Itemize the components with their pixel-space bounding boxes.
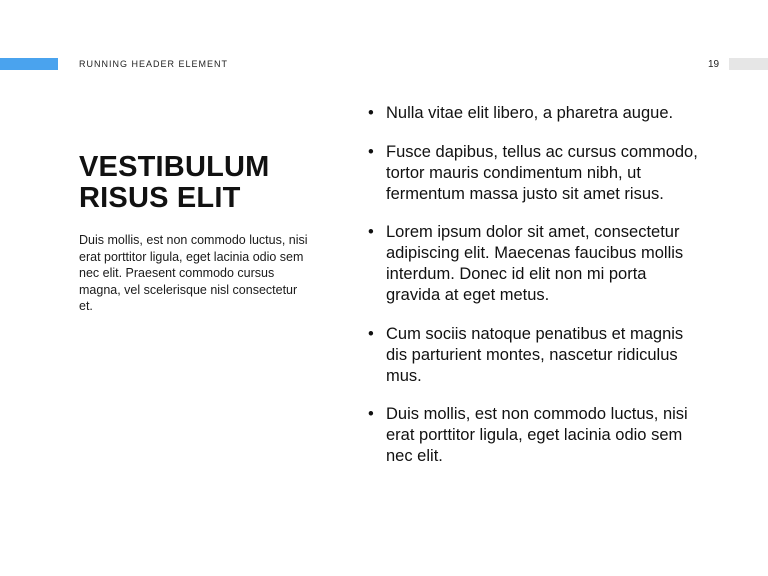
header-accent-bar	[0, 58, 58, 70]
bullet-marker: •	[368, 405, 374, 423]
bullet-item	[368, 324, 698, 387]
bullet-marker: •	[368, 142, 374, 161]
bullet-marker: •	[368, 223, 374, 241]
section-title: VESTIBULUM RISUS ELIT	[79, 151, 270, 214]
bullet-text: Nulla vitae elit libero, a pharetra augue.	[386, 104, 674, 122]
bullet-item	[368, 222, 698, 306]
bullet-text: Cum sociis natoque penatibus et magnis dis parturient montes, nascetur ridiculus mus.	[386, 324, 684, 385]
bullet-marker: •	[368, 324, 374, 343]
page-number: 19	[708, 59, 720, 70]
bullet-item	[368, 142, 698, 205]
bullet-text: Lorem ipsum dolor sit amet, consectetur adipiscing elit. Maecenas faucibus mollis interdum. Donec id elit non mi porta gravida at eget metus.	[386, 223, 684, 304]
bullet-marker: •	[368, 104, 374, 122]
page-number-tab	[729, 58, 768, 70]
bullet-item	[368, 404, 698, 467]
bullet-item	[368, 103, 698, 124]
bullet-text: Fusce dapibus, tellus ac cursus commodo, tortor mauris condimentum nibh, ut fermentum massa justo sit amet risus.	[386, 142, 698, 203]
intro-paragraph: Duis mollis, est non commodo luctus, nisi erat porttitor ligula, eget lacinia odio sem nec elit. Praesent commodo cursus magna, vel scelerisque nisl consectetur et.	[79, 233, 308, 313]
running-header: RUNNING HEADER ELEMENT	[79, 59, 229, 69]
bullet-list	[368, 103, 698, 485]
bullet-text: Duis mollis, est non commodo luctus, nisi erat porttitor ligula, eget lacinia odio sem nec elit.	[386, 405, 688, 465]
